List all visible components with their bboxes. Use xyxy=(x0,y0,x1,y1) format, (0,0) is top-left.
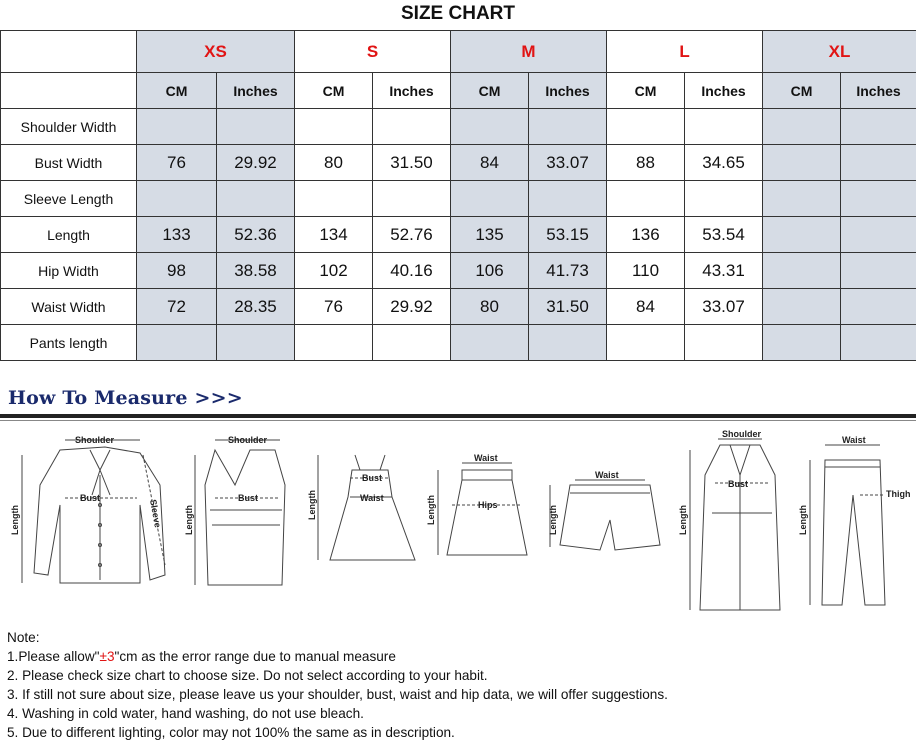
length-label-5: Length xyxy=(548,505,558,535)
row-label: Shoulder Width xyxy=(1,109,137,145)
table-cell xyxy=(217,109,295,145)
table-cell: 133 xyxy=(137,217,217,253)
table-cell xyxy=(373,325,451,361)
table-cell: 33.07 xyxy=(685,289,763,325)
table-cell xyxy=(763,325,841,361)
thigh-label: Thigh xyxy=(886,489,911,499)
table-row xyxy=(1,325,916,361)
table-cell: 110 xyxy=(607,253,685,289)
note-5: 5. Due to different lighting, color may not 100% the same as in description. xyxy=(7,725,455,740)
blouse-illustration xyxy=(22,440,165,583)
table-cell xyxy=(763,145,841,181)
table-cell xyxy=(529,325,607,361)
bust-label-2: Bust xyxy=(238,493,258,503)
table-cell xyxy=(373,109,451,145)
note-4: 4. Washing in cold water, hand washing, do not use bleach. xyxy=(7,706,364,721)
row-label: Length xyxy=(1,217,137,253)
table-cell: 76 xyxy=(137,145,217,181)
size-header-s: S xyxy=(295,31,451,73)
table-cell xyxy=(607,325,685,361)
table-row xyxy=(1,145,916,181)
table-cell: 84 xyxy=(451,145,529,181)
table-cell xyxy=(137,181,217,217)
row-label: Bust Width xyxy=(1,145,137,181)
table-cell: 31.50 xyxy=(529,289,607,325)
row-label: Waist Width xyxy=(1,289,137,325)
note-1: 1.Please allow"±3"cm as the error range due to manual measure xyxy=(7,649,396,664)
unit-cm: CM xyxy=(295,73,373,109)
table-row xyxy=(1,181,916,217)
table-row xyxy=(1,253,916,289)
page-title: SIZE CHART xyxy=(401,3,515,24)
length-label-1: Length xyxy=(10,505,20,535)
shoulder-label-3: Shoulder xyxy=(722,429,762,439)
unit-cm: CM xyxy=(137,73,217,109)
table-cell: 106 xyxy=(451,253,529,289)
size-header-row xyxy=(1,31,916,73)
shorts-illustration xyxy=(550,480,660,550)
size-chart-table xyxy=(0,30,916,361)
table-cell: 134 xyxy=(295,217,373,253)
table-cell xyxy=(451,325,529,361)
table-cell: 38.58 xyxy=(217,253,295,289)
note-heading: Note: xyxy=(7,630,40,645)
table-cell: 53.15 xyxy=(529,217,607,253)
divider xyxy=(0,414,916,418)
unit-cm: CM xyxy=(607,73,685,109)
unit-cm: CM xyxy=(451,73,529,109)
tank-illustration xyxy=(195,440,285,585)
table-cell xyxy=(217,181,295,217)
table-cell: 52.76 xyxy=(373,217,451,253)
table-cell xyxy=(841,325,916,361)
table-cell: 80 xyxy=(295,145,373,181)
table-cell: 29.92 xyxy=(373,289,451,325)
note-3: 3. If still not sure about size, please leave us your shoulder, bust, waist and hip data, we will offer suggestions. xyxy=(7,687,668,702)
table-cell xyxy=(841,145,916,181)
measurement-illustrations xyxy=(0,425,916,625)
table-cell xyxy=(763,289,841,325)
table-row xyxy=(1,289,916,325)
table-cell: 102 xyxy=(295,253,373,289)
notes xyxy=(7,628,912,742)
table-cell: 29.92 xyxy=(217,145,295,181)
table-cell: 98 xyxy=(137,253,217,289)
table-row xyxy=(1,217,916,253)
how-to-measure-title: How To Measure >>> xyxy=(8,387,243,409)
size-header-xl: XL xyxy=(763,31,916,73)
size-header-l: L xyxy=(607,31,763,73)
bust-label-3: Bust xyxy=(362,473,382,483)
waist-label-4: Waist xyxy=(842,435,866,445)
table-cell xyxy=(841,253,916,289)
table-cell xyxy=(295,109,373,145)
table-cell xyxy=(295,325,373,361)
unit-inches: Inches xyxy=(529,73,607,109)
note-2: 2. Please check size chart to choose size. Do not select according to your habit. xyxy=(7,668,488,683)
table-cell xyxy=(217,325,295,361)
unit-header-row xyxy=(1,73,916,109)
length-label-6: Length xyxy=(678,505,688,535)
table-cell: 53.54 xyxy=(685,217,763,253)
table-cell xyxy=(685,181,763,217)
length-label-7: Length xyxy=(798,505,808,535)
row-label: Sleeve Length xyxy=(1,181,137,217)
table-cell xyxy=(451,181,529,217)
table-cell: 31.50 xyxy=(373,145,451,181)
table-cell: 40.16 xyxy=(373,253,451,289)
shoulder-label-1: Shoulder xyxy=(75,435,115,445)
length-label-3: Length xyxy=(307,490,317,520)
unit-cm: CM xyxy=(763,73,841,109)
waist-label-2: Waist xyxy=(474,453,498,463)
table-cell: 136 xyxy=(607,217,685,253)
hips-label: Hips xyxy=(478,500,498,510)
table-cell xyxy=(529,181,607,217)
table-cell xyxy=(841,109,916,145)
bust-label-4: Bust xyxy=(728,479,748,489)
row-label: Pants length xyxy=(1,325,137,361)
unit-inches: Inches xyxy=(841,73,916,109)
table-cell: 76 xyxy=(295,289,373,325)
waist-label-1: Waist xyxy=(360,493,384,503)
sleeve-label: Sleeve xyxy=(148,498,163,529)
dress-illustration xyxy=(318,455,415,560)
table-cell xyxy=(373,181,451,217)
bust-label-1: Bust xyxy=(80,493,100,503)
table-cell: 84 xyxy=(607,289,685,325)
waist-label-3: Waist xyxy=(595,470,619,480)
table-cell: 28.35 xyxy=(217,289,295,325)
unit-corner-cell xyxy=(1,73,137,109)
coat-illustration xyxy=(690,439,780,610)
size-header-m: M xyxy=(451,31,607,73)
shoulder-label-2: Shoulder xyxy=(228,435,268,445)
table-cell: 34.65 xyxy=(685,145,763,181)
table-cell: 43.31 xyxy=(685,253,763,289)
table-cell: 72 xyxy=(137,289,217,325)
row-label: Hip Width xyxy=(1,253,137,289)
corner-cell xyxy=(1,31,137,73)
unit-inches: Inches xyxy=(685,73,763,109)
table-cell: 41.73 xyxy=(529,253,607,289)
table-cell xyxy=(685,325,763,361)
table-cell: 88 xyxy=(607,145,685,181)
table-cell xyxy=(137,325,217,361)
length-label-4: Length xyxy=(426,495,436,525)
table-cell xyxy=(685,109,763,145)
table-cell: 52.36 xyxy=(217,217,295,253)
table-cell xyxy=(763,109,841,145)
table-cell: 135 xyxy=(451,217,529,253)
table-cell xyxy=(763,181,841,217)
pants-illustration xyxy=(810,445,885,605)
table-cell xyxy=(607,181,685,217)
table-cell: 80 xyxy=(451,289,529,325)
table-row xyxy=(1,109,916,145)
table-cell: 33.07 xyxy=(529,145,607,181)
table-cell xyxy=(763,253,841,289)
size-header-xs: XS xyxy=(137,31,295,73)
divider-thin xyxy=(0,420,916,421)
table-cell xyxy=(841,181,916,217)
table-cell xyxy=(295,181,373,217)
table-cell xyxy=(763,217,841,253)
table-cell xyxy=(841,217,916,253)
unit-inches: Inches xyxy=(373,73,451,109)
table-cell xyxy=(137,109,217,145)
table-cell xyxy=(607,109,685,145)
table-cell xyxy=(841,289,916,325)
table-cell xyxy=(451,109,529,145)
length-label-2: Length xyxy=(184,505,194,535)
unit-inches: Inches xyxy=(217,73,295,109)
table-cell xyxy=(529,109,607,145)
